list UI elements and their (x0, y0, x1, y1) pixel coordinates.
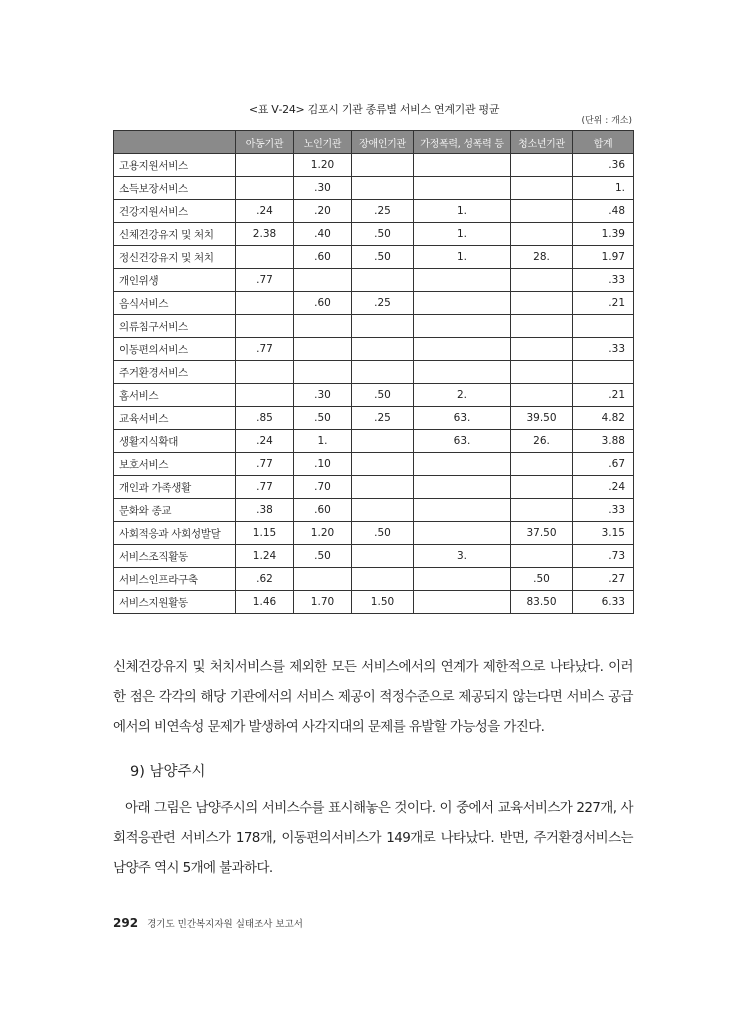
row-label: 건강지원서비스 (114, 200, 236, 223)
value-cell: .50 (352, 384, 414, 407)
total-cell: .36 (573, 154, 634, 177)
value-cell: .40 (294, 223, 352, 246)
value-cell: .25 (352, 292, 414, 315)
value-cell (352, 338, 414, 361)
value-cell (236, 315, 294, 338)
row-label: 생활지식확대 (114, 430, 236, 453)
value-cell (352, 361, 414, 384)
column-header-elderly-agency: 노인기관 (294, 131, 352, 154)
row-label: 개인과 가족생활 (114, 476, 236, 499)
column-header-violence-agency: 가정폭력, 성폭력 등 (414, 131, 511, 154)
row-label: 음식서비스 (114, 292, 236, 315)
row-label: 서비스인프라구축 (114, 568, 236, 591)
total-cell: 1. (573, 177, 634, 200)
value-cell: .25 (352, 407, 414, 430)
value-cell: 37.50 (511, 522, 573, 545)
value-cell (352, 269, 414, 292)
value-cell (352, 315, 414, 338)
row-label: 이동편의서비스 (114, 338, 236, 361)
value-cell (414, 177, 511, 200)
value-cell: .50 (352, 223, 414, 246)
value-cell: .60 (294, 246, 352, 269)
value-cell: 28. (511, 246, 573, 269)
table-row (114, 568, 634, 591)
total-cell: .24 (573, 476, 634, 499)
value-cell (414, 315, 511, 338)
value-cell (236, 177, 294, 200)
value-cell (511, 361, 573, 384)
value-cell: .30 (294, 384, 352, 407)
value-cell: .77 (236, 338, 294, 361)
value-cell: .60 (294, 499, 352, 522)
total-cell: .27 (573, 568, 634, 591)
total-cell: .33 (573, 269, 634, 292)
column-header-corner (114, 131, 236, 154)
table-row (114, 545, 634, 568)
value-cell (236, 292, 294, 315)
value-cell (511, 384, 573, 407)
value-cell (414, 499, 511, 522)
total-cell: 6.33 (573, 591, 634, 614)
value-cell (352, 476, 414, 499)
total-cell: .48 (573, 200, 634, 223)
value-cell (236, 246, 294, 269)
table-row (114, 453, 634, 476)
value-cell (511, 177, 573, 200)
value-cell (352, 545, 414, 568)
value-cell (511, 545, 573, 568)
value-cell: 1. (414, 200, 511, 223)
value-cell: .50 (352, 522, 414, 545)
value-cell: 1.24 (236, 545, 294, 568)
table-row (114, 384, 634, 407)
value-cell: 1.20 (294, 522, 352, 545)
row-label: 신체건강유지 및 처치 (114, 223, 236, 246)
body-paragraph-2: 아래 그림은 남양주시의 서비스수를 표시해놓은 것이다. 이 중에서 교육서비스가 227개, 사회적응관련 서비스가 178개, 이동편의서비스가 149개로 나타났다. 반면, 주거환경서비스는 남양주 역시 5개에 불과하다. (113, 800, 633, 876)
value-cell (414, 292, 511, 315)
value-cell: 39.50 (511, 407, 573, 430)
value-cell (414, 361, 511, 384)
table-row (114, 361, 634, 384)
total-cell: .33 (573, 499, 634, 522)
value-cell: 1.15 (236, 522, 294, 545)
value-cell (414, 476, 511, 499)
total-cell: 3.15 (573, 522, 634, 545)
row-label: 정신건강유지 및 처치 (114, 246, 236, 269)
row-label: 고용지원서비스 (114, 154, 236, 177)
value-cell (511, 315, 573, 338)
table-row (114, 407, 634, 430)
value-cell (511, 292, 573, 315)
column-header-total: 합계 (573, 131, 634, 154)
row-label: 사회적응과 사회성발달 (114, 522, 236, 545)
row-label: 홈서비스 (114, 384, 236, 407)
table-row (114, 522, 634, 545)
table-row (114, 499, 634, 522)
value-cell: .10 (294, 453, 352, 476)
value-cell (352, 499, 414, 522)
row-label: 보호서비스 (114, 453, 236, 476)
body-paragraph-1: 신체건강유지 및 처치서비스를 제외한 모든 서비스에서의 연계가 제한적으로 나타났다. 이러한 점은 각각의 해당 기관에서의 서비스 제공이 적정수준으로 제공되지 않는다면 서비스 공급에서의 비연속성 문제가 발생하여 사각지대의 문제를 유발할 가능성을 가진다. (113, 659, 633, 735)
value-cell (414, 338, 511, 361)
value-cell: .50 (294, 407, 352, 430)
table-header-row (114, 131, 634, 154)
total-cell: 1.39 (573, 223, 634, 246)
value-cell: 83.50 (511, 591, 573, 614)
total-cell (573, 315, 634, 338)
value-cell: .77 (236, 269, 294, 292)
value-cell (511, 223, 573, 246)
value-cell: .60 (294, 292, 352, 315)
value-cell (511, 269, 573, 292)
table-row (114, 154, 634, 177)
table-row (114, 200, 634, 223)
page-number: 292 (113, 916, 139, 930)
value-cell: .62 (236, 568, 294, 591)
row-label: 의류침구서비스 (114, 315, 236, 338)
row-label: 교육서비스 (114, 407, 236, 430)
value-cell: .70 (294, 476, 352, 499)
value-cell: .50 (352, 246, 414, 269)
value-cell: .20 (294, 200, 352, 223)
table-row (114, 591, 634, 614)
total-cell: .67 (573, 453, 634, 476)
value-cell (414, 522, 511, 545)
value-cell (511, 154, 573, 177)
value-cell (236, 154, 294, 177)
row-label: 서비스지원활동 (114, 591, 236, 614)
value-cell: .50 (294, 545, 352, 568)
total-cell: .33 (573, 338, 634, 361)
value-cell: .24 (236, 200, 294, 223)
value-cell (414, 591, 511, 614)
value-cell: 1.20 (294, 154, 352, 177)
total-cell: .21 (573, 384, 634, 407)
value-cell (414, 269, 511, 292)
column-header-child-agency: 아동기관 (236, 131, 294, 154)
row-label: 소득보장서비스 (114, 177, 236, 200)
total-cell: .21 (573, 292, 634, 315)
table-unit-note: (단위 : 개소) (581, 116, 632, 126)
value-cell (352, 177, 414, 200)
value-cell: .77 (236, 453, 294, 476)
row-label: 서비스조직활동 (114, 545, 236, 568)
value-cell (511, 453, 573, 476)
value-cell (236, 361, 294, 384)
row-label: 주거환경서비스 (114, 361, 236, 384)
table-row (114, 177, 634, 200)
table-caption: <표 Ⅴ-24> 김포시 기관 종류별 서비스 연계기관 평균 (248, 103, 500, 116)
value-cell (294, 338, 352, 361)
row-label: 개인위생 (114, 269, 236, 292)
value-cell (294, 568, 352, 591)
value-cell (294, 315, 352, 338)
value-cell (352, 568, 414, 591)
value-cell (511, 499, 573, 522)
value-cell: 1.46 (236, 591, 294, 614)
value-cell: 1. (294, 430, 352, 453)
table-row (114, 476, 634, 499)
total-cell: 3.88 (573, 430, 634, 453)
value-cell (352, 453, 414, 476)
value-cell: 3. (414, 545, 511, 568)
value-cell (352, 430, 414, 453)
value-cell: 1.70 (294, 591, 352, 614)
total-cell: .73 (573, 545, 634, 568)
value-cell: 1.50 (352, 591, 414, 614)
table-row (114, 315, 634, 338)
value-cell (294, 269, 352, 292)
value-cell: .50 (511, 568, 573, 591)
page-footer (113, 916, 303, 930)
value-cell: 63. (414, 430, 511, 453)
table-row (114, 223, 634, 246)
value-cell (511, 200, 573, 223)
value-cell (414, 154, 511, 177)
table-row (114, 269, 634, 292)
column-header-youth-agency: 청소년기관 (511, 131, 573, 154)
value-cell: 63. (414, 407, 511, 430)
table-row (114, 292, 634, 315)
value-cell (414, 453, 511, 476)
value-cell: .30 (294, 177, 352, 200)
value-cell: .85 (236, 407, 294, 430)
value-cell: .38 (236, 499, 294, 522)
value-cell: .77 (236, 476, 294, 499)
table-row (114, 246, 634, 269)
value-cell (236, 384, 294, 407)
value-cell: 1. (414, 223, 511, 246)
column-header-disability-agency: 장애인기관 (352, 131, 414, 154)
total-cell (573, 361, 634, 384)
value-cell: 2.38 (236, 223, 294, 246)
row-label: 문화와 종교 (114, 499, 236, 522)
value-cell: 1. (414, 246, 511, 269)
value-cell (511, 476, 573, 499)
value-cell (511, 338, 573, 361)
value-cell: .24 (236, 430, 294, 453)
value-cell (414, 568, 511, 591)
section-heading: 9) 남양주시 (130, 764, 206, 780)
value-cell: .25 (352, 200, 414, 223)
total-cell: 1.97 (573, 246, 634, 269)
value-cell (352, 154, 414, 177)
table-row (114, 338, 634, 361)
total-cell: 4.82 (573, 407, 634, 430)
report-title: 경기도 민간복지자원 실태조사 보고서 (147, 919, 303, 930)
value-cell: 26. (511, 430, 573, 453)
table-row (114, 430, 634, 453)
value-cell (294, 361, 352, 384)
value-cell: 2. (414, 384, 511, 407)
service-linkage-table (113, 130, 634, 614)
